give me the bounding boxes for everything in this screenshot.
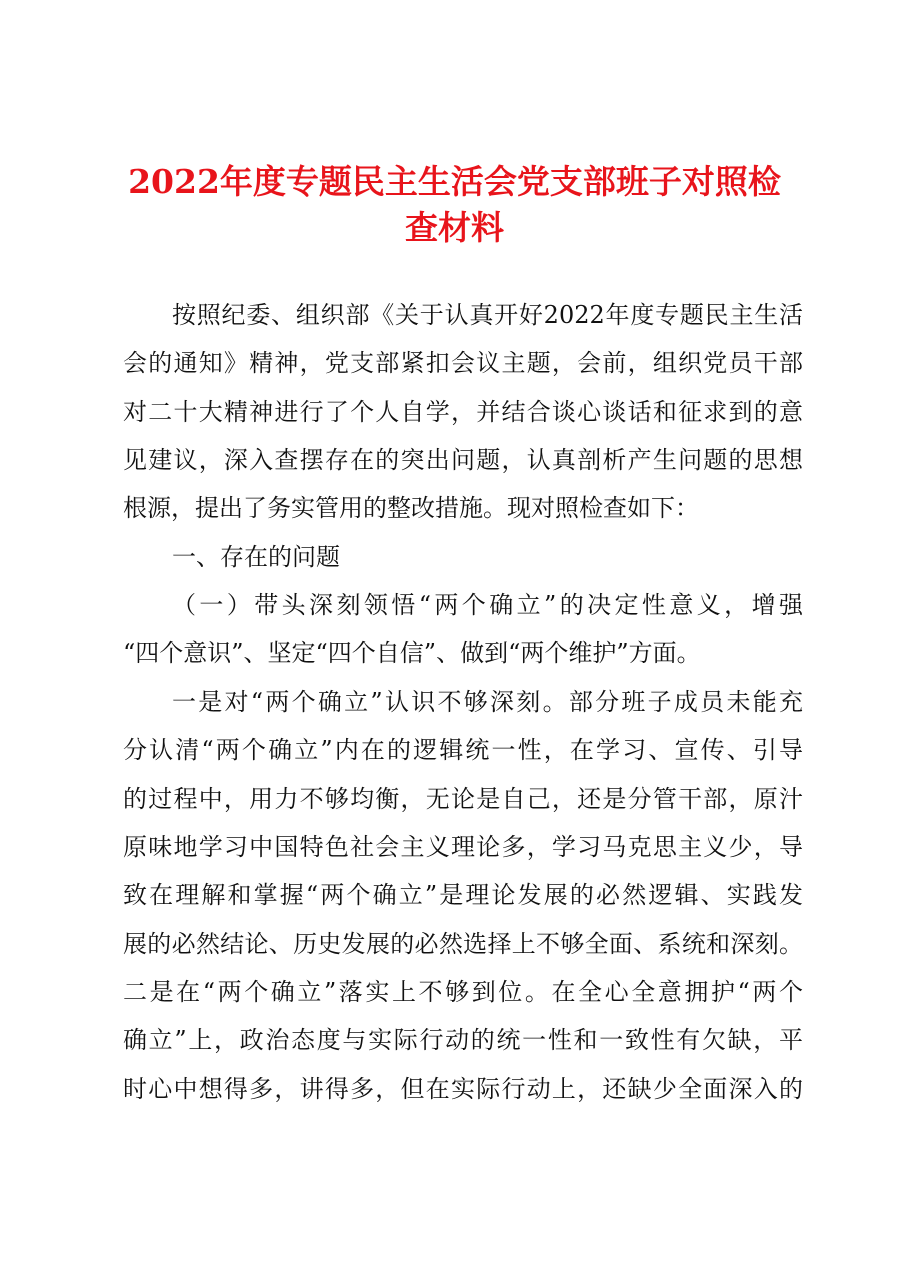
body-line-3: 的过程中，用力不够均衡，无论是自己，还是分管干部，原汁	[123, 785, 803, 813]
subsection-heading-line-1: （一）带头深刻领悟“两个确立”的决定性意义，增强	[172, 591, 803, 619]
body-line-6: 展的必然结论、历史发展的必然选择上不够全面、系统和深刻。	[123, 930, 803, 958]
body-line-4: 原味地学习中国特色社会主义理论多，学习马克思主义少，导	[123, 833, 803, 861]
document-title-line-1: 2022年度专题民主生活会党支部班子对照检	[128, 162, 781, 201]
subsection-heading-line-2: “四个意识”、坚定“四个自信”、做到“两个维护”方面。	[123, 639, 701, 667]
body-line-2: 分认清“两个确立”内在的逻辑统一性，在学习、宣传、引导	[123, 736, 803, 764]
paragraph-intro-line-4: 见建议，深入查摆存在的突出问题，认真剖析产生问题的思想	[123, 446, 803, 474]
document-title-line-2: 查材料	[405, 208, 504, 247]
body-line-8: 确立”上，政治态度与实际行动的统一性和一致性有欠缺，平	[123, 1026, 803, 1054]
body-line-7: 二是在“两个确立”落实上不够到位。在全心全意拥护“两个	[123, 978, 803, 1006]
body-line-1: 一是对“两个确立”认识不够深刻。部分班子成员未能充	[172, 688, 803, 716]
body-line-9: 时心中想得多，讲得多，但在实际行动上，还缺少全面深入的	[123, 1075, 803, 1103]
paragraph-intro-line-3: 对二十大精神进行了个人自学，并结合谈心谈话和征求到的意	[123, 398, 803, 426]
body-line-5: 致在理解和掌握“两个确立”是理论发展的必然逻辑、实践发	[123, 881, 803, 909]
paragraph-intro-line-1: 按照纪委、组织部《关于认真开好2022年度专题民主生活	[172, 301, 803, 329]
paragraph-intro-line-5: 根源，提出了务实管用的整改措施。现对照检查如下：	[123, 494, 699, 522]
section-heading: 一、存在的问题	[172, 543, 340, 571]
paragraph-intro-line-2: 会的通知》精神，党支部紧扣会议主题，会前，组织党员干部	[123, 349, 803, 377]
